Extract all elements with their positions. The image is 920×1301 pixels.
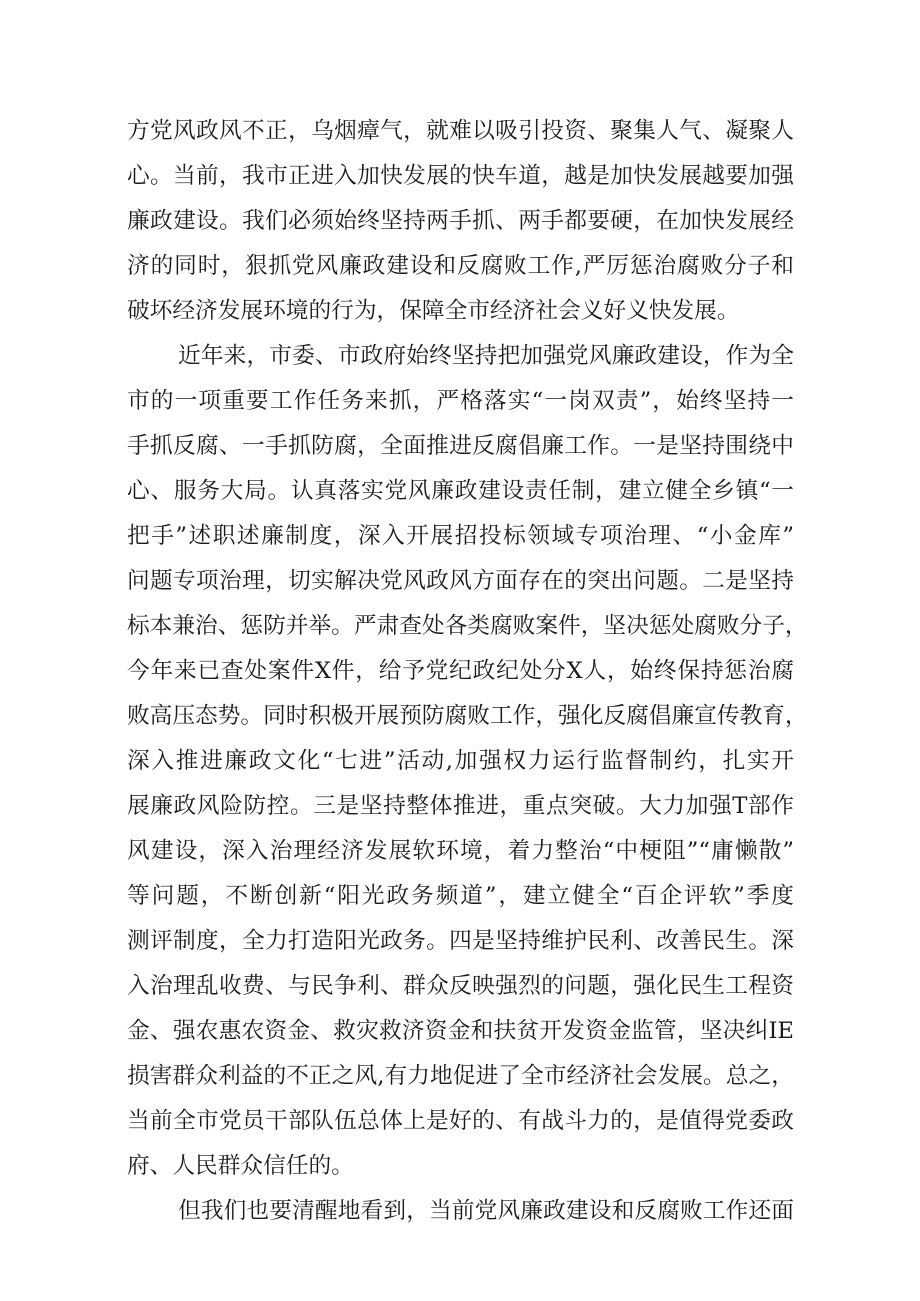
text-line-10: 把手”述职述廉制度，深入开展招投标领域专项治理、“小金库” [127, 523, 794, 549]
text-line-6: 近年来，市委、市政府始终坚持把加强党风廉政建设，作为全 [178, 343, 794, 369]
text-line-23: 当前全市党员干部队伍总体上是好的、有战斗力的，是值得党委政 [127, 1108, 794, 1134]
text-line-25: 但我们也要清醒地看到，当前党风廉政建设和反腐败工作还面 [178, 1198, 794, 1224]
text-line-13: 今年来已查处案件X件，给予党纪政纪处分X人，始终保持惩治腐 [127, 658, 794, 684]
text-line-16: 展廉政风险防控。三是坚持整体推进，重点突破。大力加强T部作 [127, 793, 794, 819]
text-line-15: 深入推进廉政文化“七进”活动,加强权力运行监督制约，扎实开 [127, 748, 794, 774]
text-line-11: 问题专项治理，切实解决党风政风方面存在的突出问题。二是坚持 [127, 568, 794, 594]
text-line-24: 府、人民群众信任的。 [127, 1153, 354, 1179]
text-line-3: 廉政建设。我们必须始终坚持两手抓、两手都要硬，在加快发展经 [127, 208, 794, 234]
text-line-17: 风建设，深入治理经济发展软环境，着力整治“中梗阻”“庸懒散” [127, 838, 794, 864]
text-line-19: 测评制度，全力打造阳光政务。四是坚持维护民利、改善民生。深 [127, 928, 794, 954]
text-line-22: 损害群众利益的不正之风,有力地促进了全市经济社会发展。总之， [127, 1063, 794, 1089]
text-line-5: 破坏经济发展环境的行为，保障全市经济社会义好义快发展。 [127, 298, 740, 324]
text-line-4: 济的同时，狠抓党风廉政建设和反腐败工作,严厉惩治腐败分子和 [127, 253, 794, 279]
text-line-7: 市的一项重要工作任务来抓，严格落实“一岗双责”，始终坚持一 [127, 388, 794, 414]
text-line-21: 金、强农惠农资金、救灾救济资金和扶贫开发资金监管，坚决纠IE [127, 1018, 794, 1044]
text-line-14: 败高压态势。同时积极开展预防腐败工作，强化反腐倡廉宣传教育， [127, 703, 808, 729]
text-line-8: 手抓反腐、一手抓防腐，全面推进反腐倡廉工作。一是坚持围绕中 [127, 433, 794, 459]
text-line-12: 标本兼治、惩防并举。严肃查处各类腐败案件，坚决惩处腐败分子， [127, 613, 808, 639]
text-line-20: 入治理乱收费、与民争利、群众反映强烈的问题，强化民生工程资 [127, 973, 794, 999]
text-line-1: 方党风政风不正，乌烟瘴气，就难以吸引投资、聚集人气、凝聚人 [127, 118, 794, 144]
text-line-9: 心、服务大局。认真落实党风廉政建设责任制，建立健全乡镇“一 [127, 478, 794, 504]
text-line-18: 等问题，不断创新“阳光政务频道”，建立健全“百企评软”季度 [127, 883, 794, 909]
text-line-2: 心。当前，我市正进入加快发展的快车道，越是加快发展越要加强 [127, 163, 794, 189]
